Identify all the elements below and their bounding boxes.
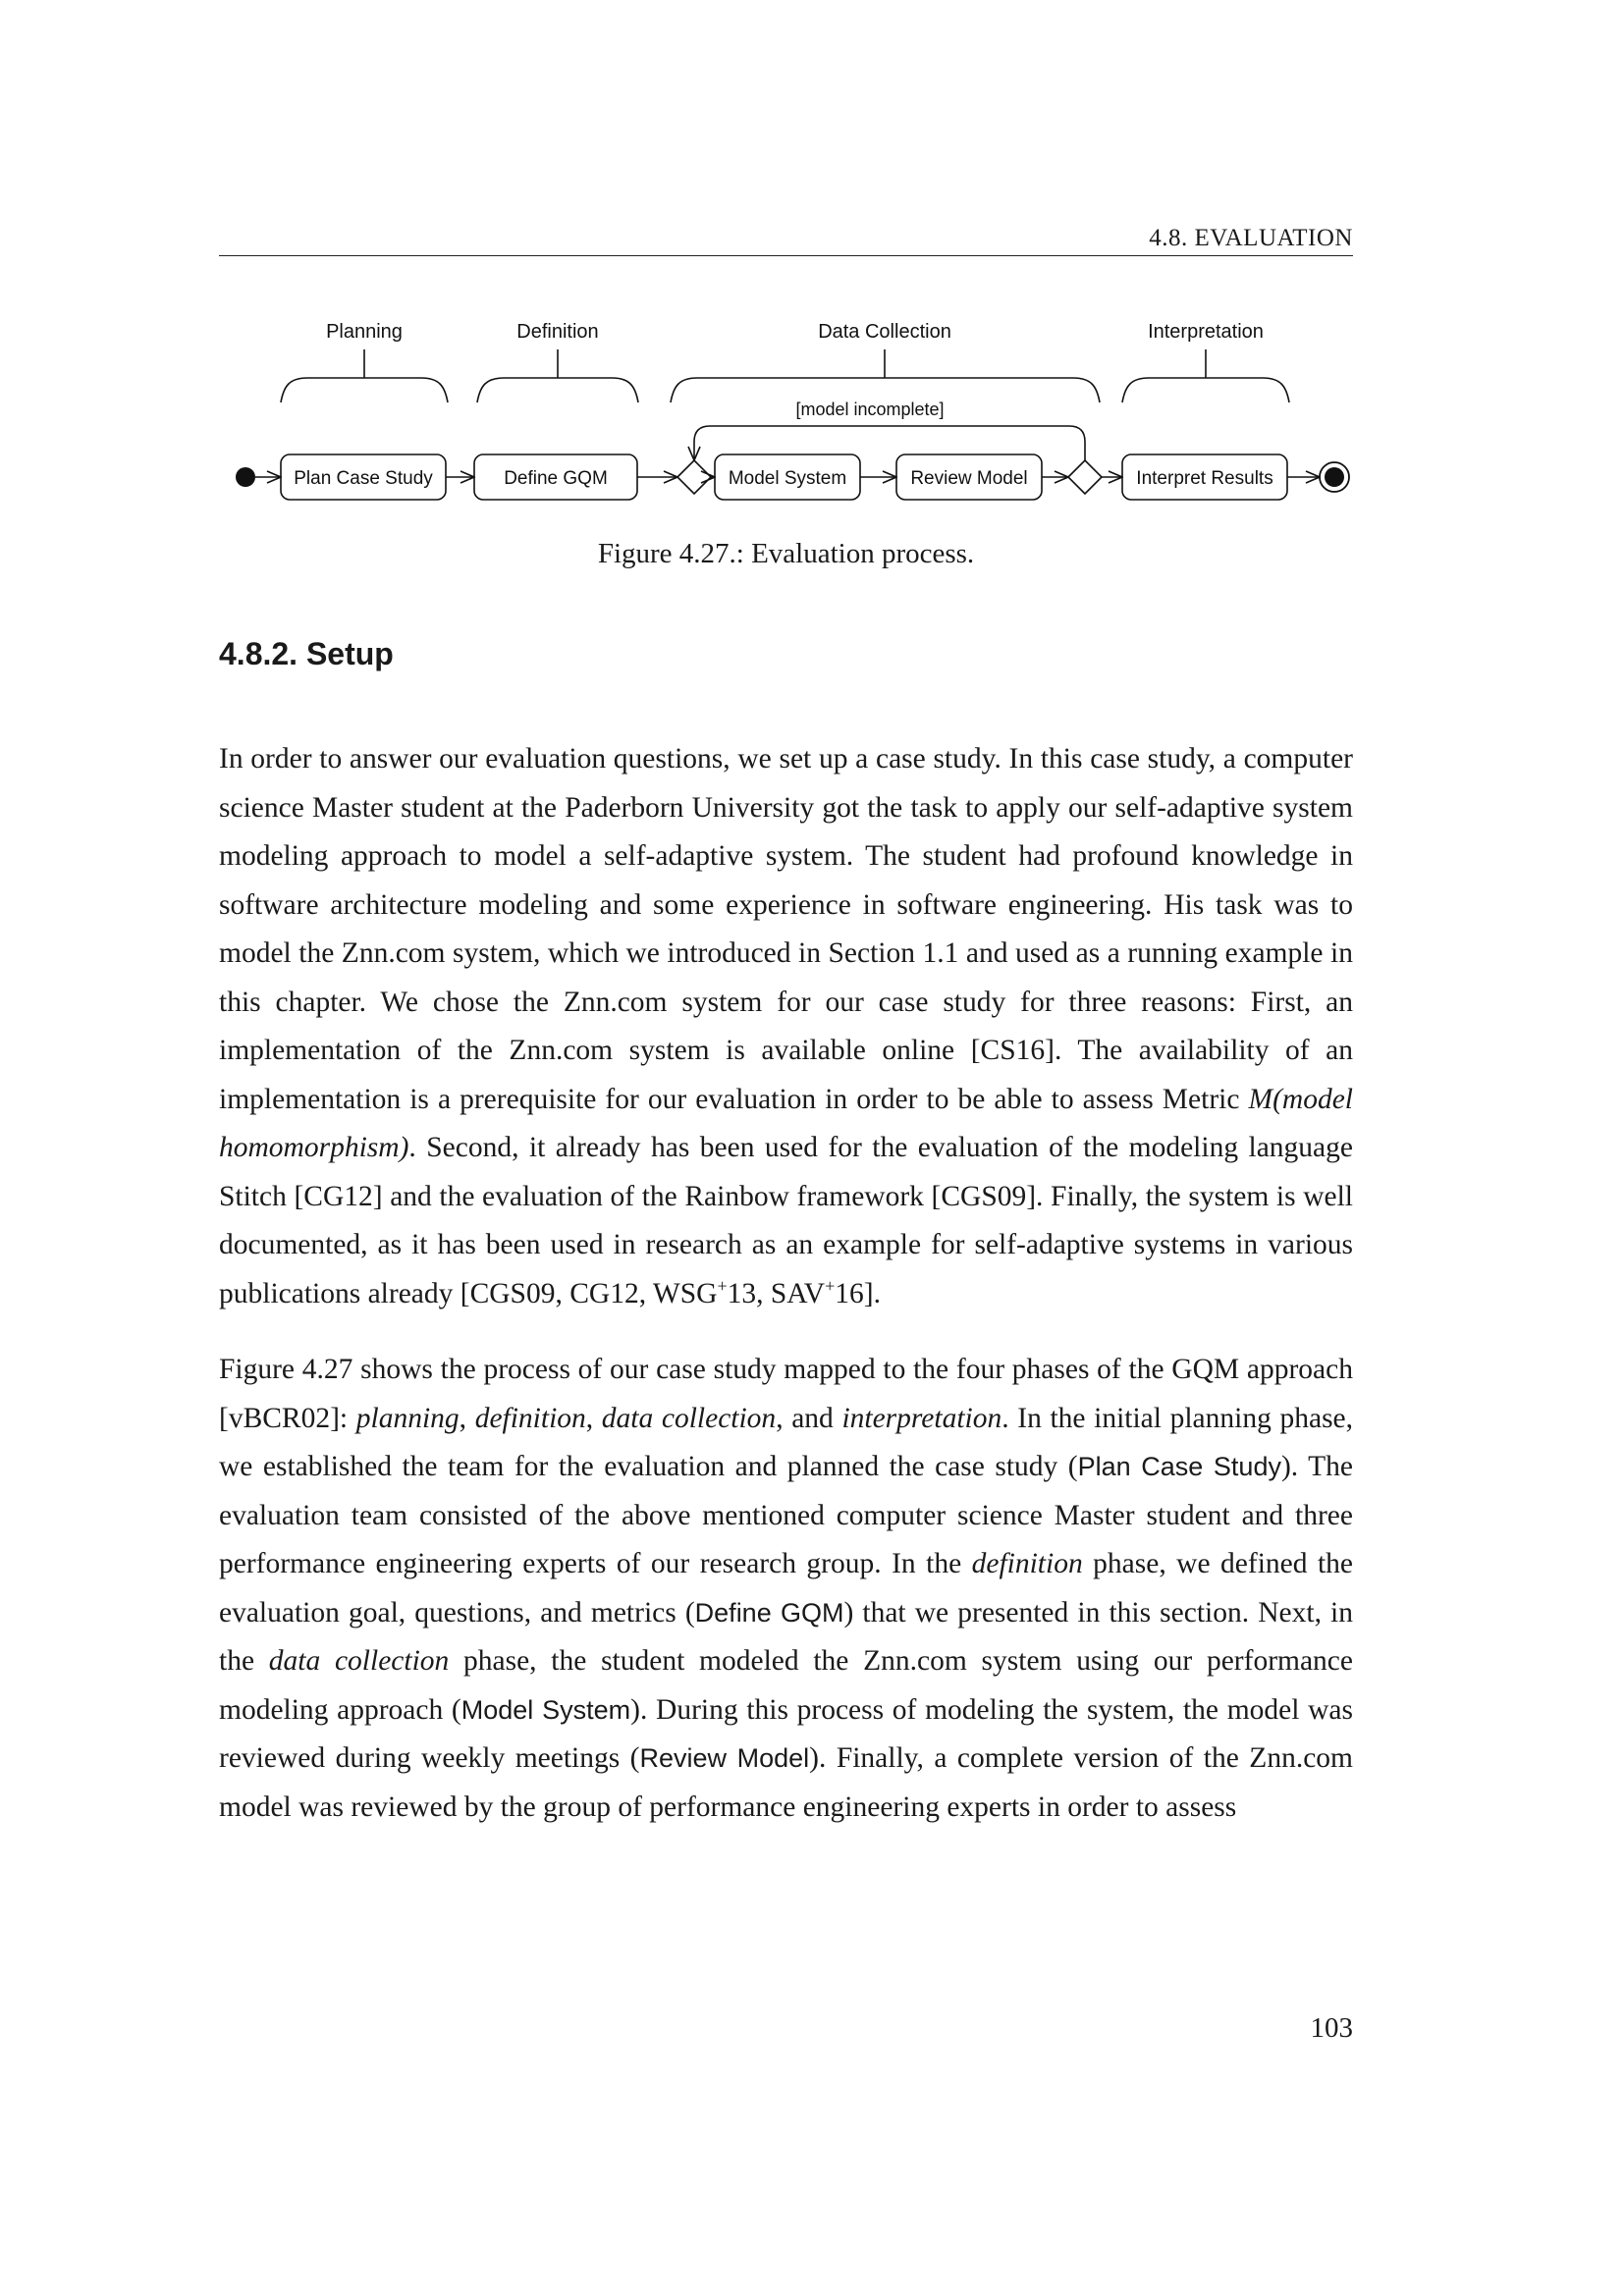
section-heading: 4.8.2. Setup xyxy=(219,636,394,671)
activity-label-review-model: Review Model xyxy=(910,468,1028,489)
activity-label-define-gqm: Define GQM xyxy=(504,468,608,489)
figure-caption: Figure 4.27.: Evaluation process. xyxy=(597,538,975,569)
evaluation-process-diagram xyxy=(219,304,1353,520)
running-header xyxy=(219,224,1353,256)
phase-label-planning: Planning xyxy=(326,321,403,343)
activity-ref-plan-case-study: Plan Case Study xyxy=(1077,1452,1281,1481)
phase-label-data-collection: Data Collection xyxy=(818,321,951,343)
initial-node xyxy=(236,467,255,487)
activity-ref-define-gqm: Define GQM xyxy=(694,1597,844,1628)
activity-ref-review-model: Review Model xyxy=(639,1743,810,1773)
phase-brace-definition xyxy=(477,349,638,402)
phase-label-definition: Definition xyxy=(516,321,599,343)
activity-label-plan-case-study: Plan Case Study xyxy=(294,468,433,489)
final-node-core xyxy=(1325,467,1344,487)
activity-ref-model-system: Model System xyxy=(460,1694,631,1725)
body-text xyxy=(219,735,1353,1859)
phase-brace-data-collection xyxy=(671,349,1100,402)
decision-node xyxy=(1068,460,1102,494)
paragraph-1: In order to answer our evaluation questions, we set up a case study. In this case study, a computer science Master student at the Paderborn University got the task to apply our self-adaptive system modeling approach to model a self-adaptive system. The student had profound knowledge in software architecture modeling and some experience in software engineering. His task was to model the Znn.com system, which we introduced in Section 1.1 and used as a running example in this chapter. We chose the Znn.com system for our case study for three reasons: First, an implementation of the Znn.com system is available online [CS16]. The availability of an implementation is a prerequisite for our evaluation in order to be able to assess Metric M(model homomorphism). Second, it already has been used for the evaluation of the modeling language Stitch [CG12] and the evaluation of the Rainbow framework [CGS09]. Finally, the system is well documented, as it has been used in research as an example for self-adaptive systems in various publications already [CGS09, CG12, WSG+13, SAV+16]. xyxy=(219,743,1353,1309)
phase-brace-planning xyxy=(281,349,448,402)
merge-node xyxy=(677,460,711,494)
phase-brace-interpretation xyxy=(1122,349,1289,402)
paragraph-2: Figure 4.27 shows the process of our case study mapped to the four phases of the GQM approach [vBCR02]: planning, definition, data collection, and interpretation. In the initial planning phase, we established the team for the evaluation and planned the case study (Plan Case Study). The evaluation team consisted of the above mentioned computer science Master student and three performance engineering experts of our research group. In the definition phase, we defined the evaluation goal, questions, and metrics (Define GQM) that we presented in this section. Next, in the data collection phase, the student modeled the Znn.com system using our performance modeling approach (Model System). During this process of modeling the system, the model was reviewed during weekly meetings (Review Model). Finally, a complete version of the Znn.com model was reviewed by the group of performance engineering experts in order to assess xyxy=(219,1354,1354,1823)
page-number: 103 xyxy=(1310,2012,1353,2044)
guard-label: [model incomplete] xyxy=(795,400,945,419)
activity-label-interpret-results: Interpret Results xyxy=(1136,468,1273,489)
activity-label-model-system: Model System xyxy=(728,468,847,489)
metric-name: M(model homomorphism) xyxy=(219,1083,1353,1163)
running-title: 4.8. EVALUATION xyxy=(1149,225,1353,251)
phase-label-interpretation: Interpretation xyxy=(1148,321,1264,343)
